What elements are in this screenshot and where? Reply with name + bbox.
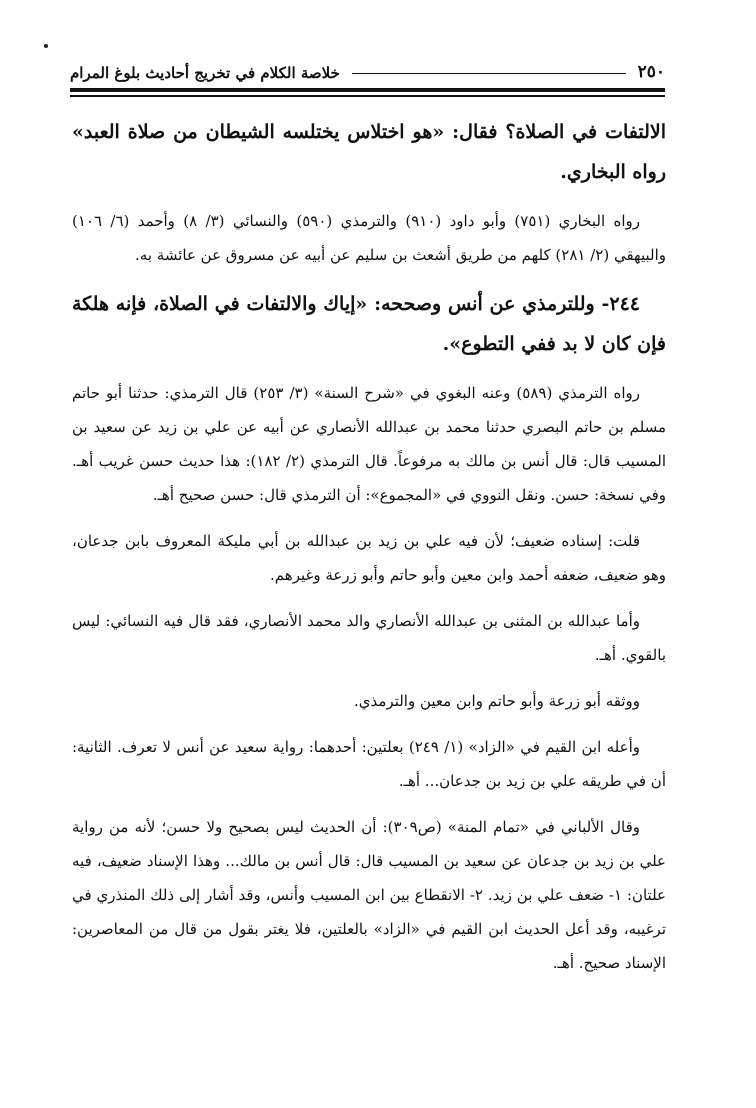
scan-speck: [44, 44, 48, 48]
commentary-paragraph: وأعله ابن القيم في «الزاد» (١/ ٢٤٩) بعلتين: أحدهما: رواية سعيد عن أنس لا تعرف. الثانية: أن في طريقه علي بن زيد بن جدعان... أهـ.: [72, 738, 666, 790]
page-number: ٢٥٠: [637, 62, 665, 82]
page-header: [70, 52, 665, 82]
takhrij-paragraph: رواه الترمذي (٥٨٩) وعنه البغوي في «شرح السنة» (٣/ ٢٥٣) قال الترمذي: حدثنا أبو حاتم مسلم بن حاتم البصري حدثنا محمد بن عبدالله الأنصاري عن أبيه عن علي بن زيد عن سعيد بن المسيب قال: قال أنس بن مالك به مرفوعاً. قال الترمذي (٢/ ١٨٢): هذا حديث حسن غريب أهـ. وفي نسخة: حسن. ونقل النووي في «المجموع»: أن الترمذي قال: حسن صحيح أهـ.: [72, 384, 666, 504]
commentary-paragraph: قلت: إسناده ضعيف؛ لأن فيه علي بن زيد بن عبدالله بن أبي مليكة المعروف بابن جدعان، وهو ضعيف، ضعفه أحمد وابن معين وأبو حاتم وأبو زرعة وغيرهم.: [72, 532, 666, 584]
book-title: خلاصة الكلام في تخريج أحاديث بلوغ المرام: [70, 64, 340, 82]
takhrij-paragraph: رواه البخاري (٧٥١) وأبو داود (٩١٠) والترمذي (٥٩٠) والنسائي (٣/ ٨) وأحمد (٦/ ١٠٦) والبيهقي (٢/ ٢٨١) كلهم من طريق أشعث بن سليم عن أبيه عن مسروق عن عائشة به.: [72, 212, 666, 264]
header-divider-thick: [70, 88, 665, 92]
commentary-paragraph: وقال الألباني في «تمام المنة» (ص٣٠٩): أن الحديث ليس بصحيح ولا حسن؛ لأنه من رواية علي بن زيد بن جدعان عن سعيد بن المسيب قال: قال أنس بن مالك... وهذا الإسناد ضعيف، فيه علتان: ١- ضعف علي بن زيد. ٢- الانقطاع بين ابن المسيب وأنس، وقد أشار إلى ذلك المنذري في ترغيبه، وقد أعل الحديث ابن القيم في «الزاد» بالعلتين، فلا يغتر بقول من قال من المعاصرين: الإسناد صحيح. أهـ.: [72, 818, 667, 972]
commentary-paragraph: ووثقه أبو زرعة وأبو حاتم وابن معين والترمذي.: [354, 692, 640, 710]
header-divider-thin: [70, 95, 665, 97]
page-body: [72, 112, 666, 992]
commentary-paragraph: وأما عبدالله بن المثنى بن عبدالله الأنصاري والد محمد الأنصاري، فقد قال فيه النسائي: ليس بالقوي. أهـ.: [72, 612, 666, 664]
header-rule: [352, 73, 626, 74]
hadith-text-continued: الالتفات في الصلاة؟ فقال: «هو اختلاس يختلسه الشيطان من صلاة العبد» رواه البخاري.: [72, 121, 666, 183]
hadith-244: ٢٤٤- وللترمذي عن أنس وصححه: «إياك والالتفات في الصلاة، فإنه هلكة فإن كان لا بد ففي التطوع».: [72, 293, 666, 355]
